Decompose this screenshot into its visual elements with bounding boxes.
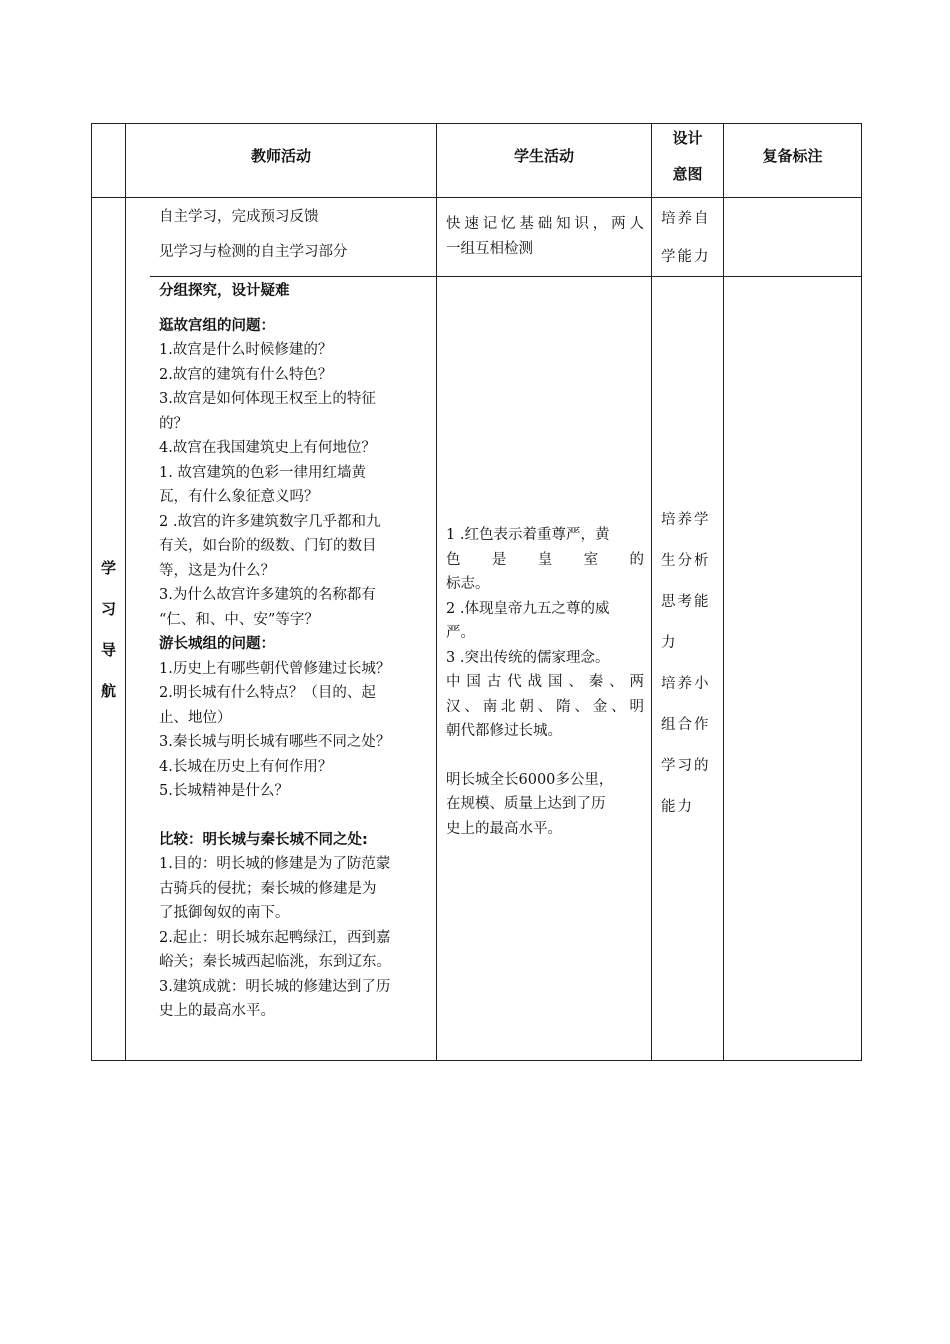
student-summary-line: 在规模、质量上达到了历 — [446, 796, 606, 812]
row2-design-line: 思考能 — [661, 594, 711, 610]
col-divider-4 — [723, 123, 724, 1060]
changcheng-question-line: 1.历史上有哪些朝代曾修建过长城？ — [159, 660, 391, 677]
row1-student-line: 一组互相检测 — [446, 241, 533, 257]
comparison-line: 峪关；秦长城西起临洮，东到辽东。 — [159, 954, 391, 970]
section-label-char: 导 — [100, 641, 116, 659]
student-answer-line: 3 .突出传统的儒家理念。 — [446, 649, 610, 666]
row1-teacher-line: 见学习与检测的自主学习部分 — [159, 244, 348, 260]
gugong-question-line: 3.为什么故宫许多建筑的名称都有 — [159, 587, 376, 603]
header-row-divider — [91, 197, 862, 198]
header-design-intent-line2: 意图 — [672, 165, 703, 183]
section-label-char: 航 — [100, 682, 116, 700]
changcheng-question-line: 2.明长城有什么特点？（目的、起 — [159, 685, 376, 701]
changcheng-question-line: 5.长城精神是什么？ — [159, 783, 289, 799]
student-answer-line: 严。 — [446, 625, 475, 641]
col-divider-1 — [125, 123, 126, 1060]
gugong-question-line: 有关，如台阶的级数、门钉的数目 — [159, 538, 377, 554]
gugong-question-line: 等，这是为什么？ — [159, 562, 275, 579]
row2-teacher-cell — [159, 279, 431, 1024]
gugong-question-line: “仁、和、中、安”等字？ — [159, 611, 319, 628]
changcheng-question-line: 止、地位） — [159, 709, 232, 726]
header-student-activity: 学生活动 — [513, 147, 574, 165]
changcheng-question-line: 4.长城在历史上有何作用？ — [159, 758, 333, 775]
gugong-question-line: 2 .故宫的许多建筑数字几乎都和九 — [159, 513, 381, 530]
student-answer-line: 标志。 — [446, 576, 490, 592]
student-answer-line: 2 .体现皇帝九五之尊的威 — [446, 600, 610, 617]
student-answer-line: 1 .红色表示着重尊严，黄 — [446, 527, 610, 543]
row1-design-line: 学能力 — [661, 249, 711, 265]
row1-design-line: 培养自 — [661, 211, 711, 227]
gugong-group-title: 逛故宫组的问题： — [159, 317, 275, 334]
gugong-question-line: 1.故宫是什么时候修建的？ — [159, 342, 333, 358]
row2-design-cell — [661, 500, 721, 828]
row1-divider — [150, 276, 862, 277]
row1-design-cell — [661, 200, 721, 276]
row2-design-line: 组合作 — [661, 717, 711, 733]
changcheng-group-title: 游长城组的问题： — [159, 636, 275, 652]
row1-student-line: 快速记忆基础知识，两人 — [446, 216, 644, 232]
section-label — [92, 548, 125, 712]
changcheng-question-line: 3.秦长城与明长城有哪些不同之处？ — [159, 734, 391, 750]
gugong-question-line: 1. 故宫建筑的色彩一律用红墙黄 — [159, 464, 366, 481]
row1-teacher-line: 自主学习，完成预习反馈 — [159, 209, 319, 225]
comparison-line: 史上的最高水平。 — [159, 1003, 275, 1019]
student-summary-line: 明长城全长6000多公里， — [446, 771, 614, 788]
section-label-char: 学 — [100, 559, 116, 577]
col-divider-3 — [651, 123, 652, 1060]
row2-design-line: 培养学 — [661, 512, 711, 528]
teacher-section-heading: 分组探究，设计疑难 — [159, 283, 290, 299]
row2-design-line: 学习的 — [661, 758, 711, 774]
row2-student-cell — [446, 523, 644, 841]
comparison-line: 古骑兵的侵扰；秦长城的修建是为 — [159, 880, 377, 897]
section-label-char: 习 — [100, 600, 116, 618]
gugong-question-line: 3.故宫是如何体现王权至上的特征 — [159, 391, 376, 407]
student-answer-line: 汉、南北朝、隋、金、明 — [446, 698, 644, 715]
gugong-question-line: 瓦，有什么象征意义吗？ — [159, 489, 319, 505]
gugong-question-line: 2.故宫的建筑有什么特色？ — [159, 366, 333, 383]
col-divider-2 — [436, 123, 437, 1060]
header-design-intent-line1: 设计 — [672, 129, 703, 147]
row1-student-cell — [446, 212, 644, 262]
student-answer-line: 中国古代战国、秦、两 — [446, 674, 644, 690]
student-answer-line: 色 是 皇 室 的 — [446, 551, 644, 568]
table-border-bottom — [91, 1060, 862, 1061]
row2-design-line: 培养小 — [661, 676, 711, 692]
comparison-line: 1.目的：明长城的修建是为了防范蒙 — [159, 856, 391, 872]
row1-teacher-cell — [159, 200, 431, 270]
comparison-line: 3.建筑成就：明长城的修建达到了历 — [159, 978, 391, 995]
student-answer-line: 朝代都修过长城。 — [446, 723, 562, 739]
header-review-notes: 复备标注 — [762, 147, 823, 165]
row2-design-line: 生分析 — [661, 553, 711, 569]
header-teacher-activity: 教师活动 — [250, 147, 311, 165]
comparison-title: 比较：明长城与秦长城不同之处: — [159, 831, 368, 848]
table-border-top — [91, 123, 862, 124]
comparison-line: 了抵御匈奴的南下。 — [159, 905, 290, 921]
row2-design-line: 能力 — [661, 799, 694, 815]
table-border-right — [861, 123, 862, 1060]
student-summary-line: 史上的最高水平。 — [446, 820, 562, 837]
gugong-question-line: 4.故宫在我国建筑史上有何地位？ — [159, 440, 376, 456]
gugong-question-line: 的？ — [159, 415, 188, 432]
comparison-line: 2.起止：明长城东起鸭绿江，西到嘉 — [159, 929, 391, 946]
row2-design-line: 力 — [661, 635, 678, 651]
